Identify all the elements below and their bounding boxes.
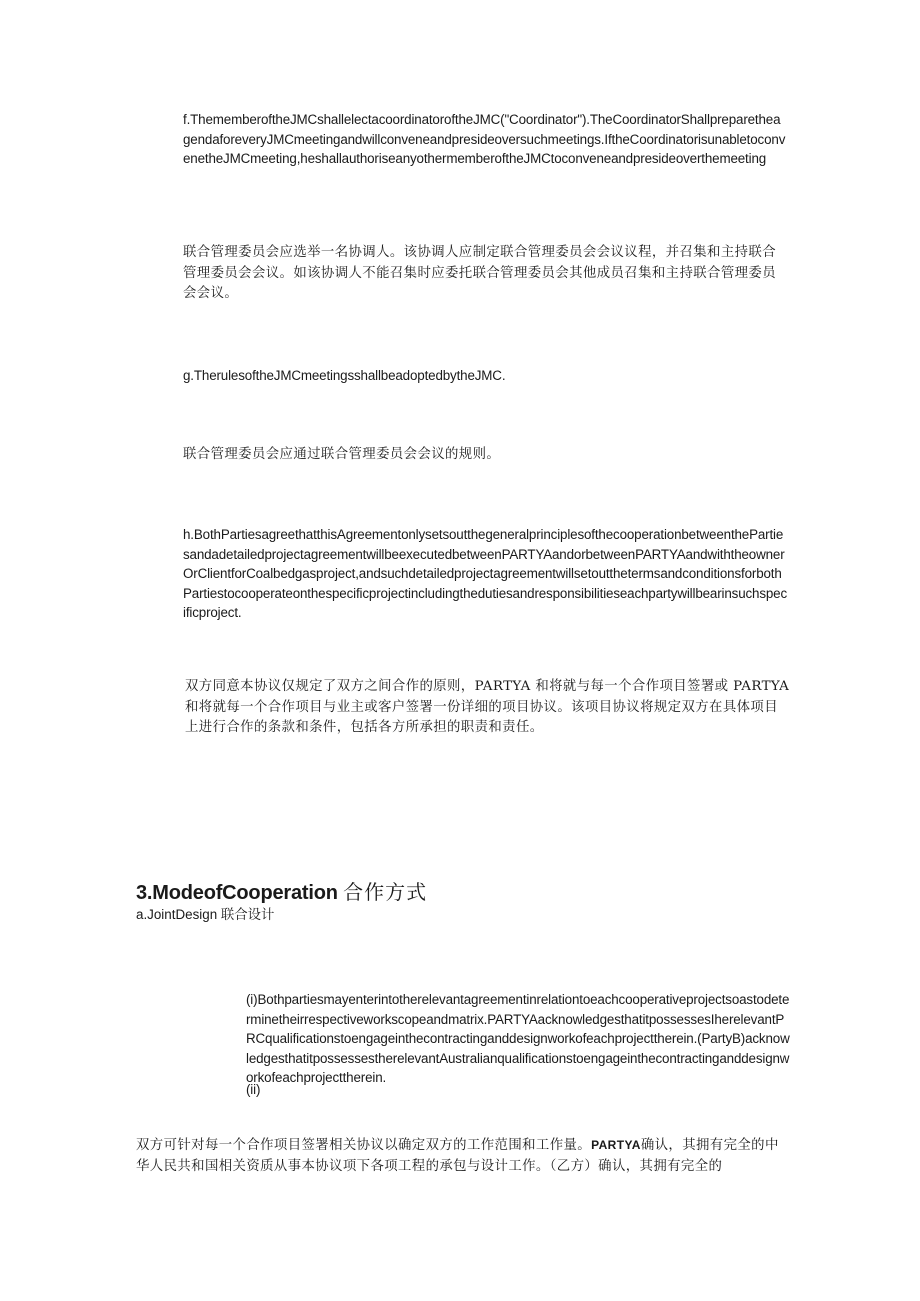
zh-text-part-2: 确认，其拥有完全的中华人民共和国相关资质从事本协议项下各项工程的承包与设计工作。（乙方）确认，其拥有完全的 [136,1138,779,1174]
item-i-english: (i)Bothpartiesmayenterintotherelevantagreementinrelationtoeachcooperativeprojectsoastodeterminetheirrespectiveworkscopeandmatrix.PARTYAacknowledgesthatitpossessesIherelevantPRCqualificationstoengageinthecontractinganddesignworkofeachprojecttherein.(PartyB)acknowledgesthatitpossessestherelevantAustralianqualificationstoengageinthecontractinganddesignworkofeachprojecttherein. [246,992,790,1085]
subsection-a-heading [136,906,536,925]
section-3-chinese-paragraph [136,1135,792,1177]
clause-f-chinese: 联合管理委员会应选举一名协调人。该协调人应制定联合管理委员会会议议程，并召集和主持联合管理委员会会议。如该协调人不能召集时应委托联合管理委员会其他成员召集和主持联合管理委员会会议。 [183,245,776,301]
subsection-a-title-en: a.JointDesign [136,907,218,922]
zh-text-part-1: 双方可针对每一个合作项目签署相关协议以确定双方的工作范围和工作量。 [136,1138,592,1153]
clause-h-chinese: 双方同意本协议仅规定了双方之间合作的原则，PARTYA 和将就与每一个合作项目签署或 PARTYA 和将就每一个合作项目与业主或客户签署一份详细的项目协议。该项目协议将规定双方在具体项目上进行合作的条款和条件，包括各方所承担的职责和责任。 [185,679,790,735]
clause-g-chinese: 联合管理委员会应通过联合管理委员会会议的规则。 [183,447,501,462]
clause-h-english: h.BothPartiesagreethatthisAgreementonlysetsoutthegeneralprinciplesofthecooperationbetweenthePartiesandadetailedprojectagreementwillbeexecutedbetweenPARTYAandorbetweenPARTYAandwiththeownerOrClientforCoalbedgasproject,andsuchdetailedprojectagreementwillsetoutthetermsandconditionsforbothPartiestocooperateonthespecificprojectincludingthedutiesandresponsibilitieseachpartywillbearinsuchspecificproject. [183,527,788,620]
clause-f-english: f.ThememberoftheJMCshallelectacoordinatoroftheJMC("Coordinator").TheCoordinatorShallpreparetheagendaforeveryJMCmeetingandwillconveneandpresideoversuchmeetings.IftheCoordinatorisunabletoconvenetheJMCmeeting,heshallauthoriseanyothermemberoftheJMCtoconveneandpresideoverthemeeting [183,112,786,166]
clause-g-english: g.TherulesoftheJMCmeetingsshallbeadoptedbytheJMC. [183,368,506,383]
item-ii-label: (ii) [246,1082,261,1097]
subsection-a-title-zh: 联合设计 [220,908,275,923]
section-3-title-en: 3.ModeofCooperation [136,882,338,904]
zh-party-a: PARTYA [591,1138,641,1152]
section-3-title-zh: 合作方式 [343,880,428,904]
section-3-heading [136,879,636,906]
